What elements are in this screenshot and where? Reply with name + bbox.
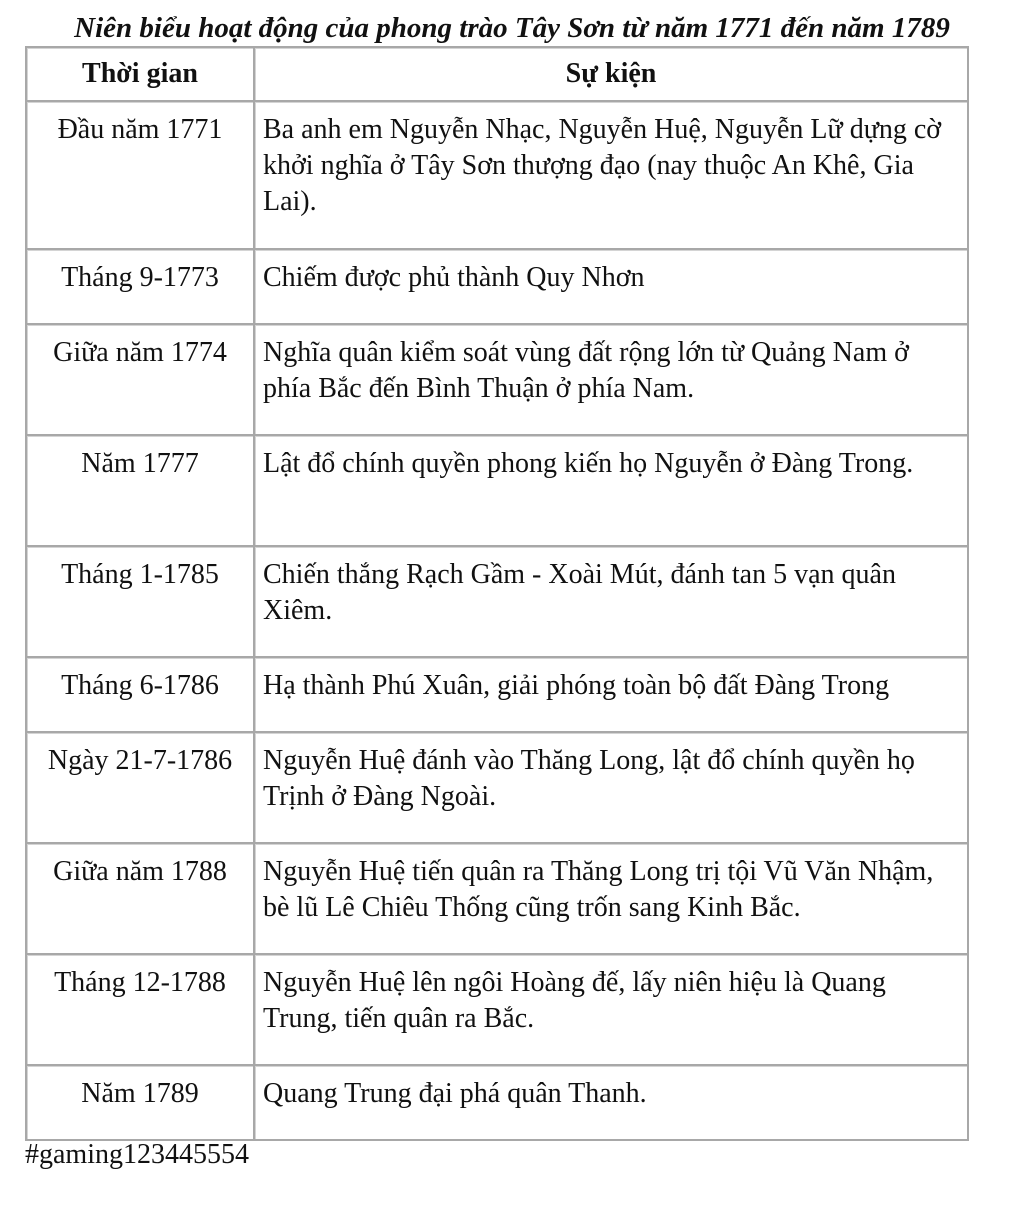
- table-header-row: [27, 48, 969, 102]
- table-row: [27, 250, 969, 325]
- header-event: Sự kiện: [255, 48, 969, 102]
- event-cell: Chiến thắng Rạch Gầm - Xoài Mút, đánh tan 5 vạn quân Xiêm.: [255, 547, 969, 658]
- table-row: [27, 436, 969, 547]
- time-cell: Giữa năm 1788: [27, 844, 255, 955]
- event-cell: Hạ thành Phú Xuân, giải phóng toàn bộ đất Đàng Trong: [255, 658, 969, 733]
- time-cell: Giữa năm 1774: [27, 325, 255, 436]
- table-row: [27, 547, 969, 658]
- event-cell: Lật đổ chính quyền phong kiến họ Nguyễn ở Đàng Trong.: [255, 436, 969, 547]
- time-cell: Ngày 21-7-1786: [27, 733, 255, 844]
- time-cell: Tháng 9-1773: [27, 250, 255, 325]
- header-time: Thời gian: [27, 48, 255, 102]
- event-cell: Nguyễn Huệ lên ngôi Hoàng đế, lấy niên hiệu là Quang Trung, tiến quân ra Bắc.: [255, 955, 969, 1066]
- event-cell: Quang Trung đại phá quân Thanh.: [255, 1066, 969, 1141]
- time-cell: Tháng 12-1788: [27, 955, 255, 1066]
- table-row: [27, 102, 969, 250]
- table-row: [27, 844, 969, 955]
- time-cell: Đầu năm 1771: [27, 102, 255, 250]
- event-cell: Nghĩa quân kiểm soát vùng đất rộng lớn từ Quảng Nam ở phía Bắc đến Bình Thuận ở phía Nam.: [255, 325, 969, 436]
- time-cell: Tháng 6-1786: [27, 658, 255, 733]
- table-row: [27, 658, 969, 733]
- hashtag-caption: #gaming123445554: [25, 1139, 249, 1170]
- document-title: Niên biểu hoạt động của phong trào Tây Sơn từ năm 1771 đến năm 1789: [74, 12, 950, 44]
- event-cell: Chiếm được phủ thành Quy Nhơn: [255, 250, 969, 325]
- event-cell: Nguyễn Huệ tiến quân ra Thăng Long trị tội Vũ Văn Nhậm, bè lũ Lê Chiêu Thống cũng trốn sang Kinh Bắc.: [255, 844, 969, 955]
- event-cell: Ba anh em Nguyễn Nhạc, Nguyễn Huệ, Nguyễn Lữ dựng cờ khởi nghĩa ở Tây Sơn thượng đạo (nay thuộc An Khê, Gia Lai).: [255, 102, 969, 250]
- event-cell: Nguyễn Huệ đánh vào Thăng Long, lật đổ chính quyền họ Trịnh ở Đàng Ngoài.: [255, 733, 969, 844]
- table-row: [27, 1066, 969, 1141]
- time-cell: Năm 1777: [27, 436, 255, 547]
- table-row: [27, 955, 969, 1066]
- time-cell: Năm 1789: [27, 1066, 255, 1141]
- table-row: [27, 733, 969, 844]
- time-cell: Tháng 1-1785: [27, 547, 255, 658]
- timeline-table: [25, 46, 969, 1141]
- table-row: [27, 325, 969, 436]
